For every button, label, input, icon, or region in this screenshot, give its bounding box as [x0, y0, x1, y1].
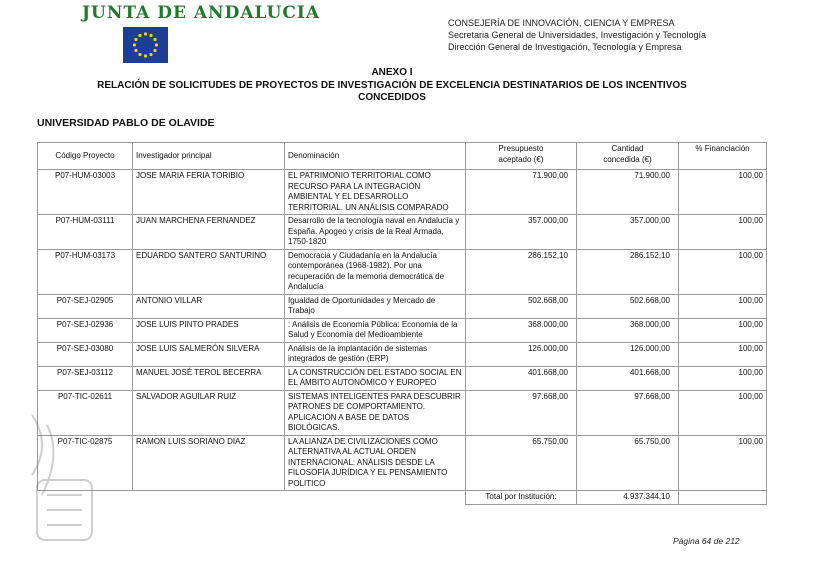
row-granted: 65.750,00 — [577, 435, 679, 491]
eu-flag-icon — [123, 27, 168, 63]
projects-table — [37, 142, 767, 505]
eu-star-icon — [138, 53, 141, 56]
row-granted: 286.152,10 — [577, 249, 679, 294]
row-name: Desarrollo de la tecnología naval en Andalucía y España. Apogeo y crisis de la Real Armada, 1750-1820 — [285, 215, 466, 250]
eu-star-icon — [155, 43, 158, 46]
table-row — [38, 318, 767, 342]
table-row — [38, 366, 767, 390]
row-name: LA CONSTRUCCIÓN DEL ESTADO SOCIAL EN EL ÁMBITO AUTONÓMICO Y EUROPEO — [285, 366, 466, 390]
table-row — [38, 294, 767, 318]
row-pct: 100,00 — [679, 342, 767, 366]
table-row — [38, 170, 767, 215]
row-budget: 97.668,00 — [466, 390, 577, 435]
row-investigator: ANTONIO VILLAR — [133, 294, 285, 318]
andalucia-shield-watermark-icon — [22, 405, 102, 555]
row-pct: 100,00 — [679, 170, 767, 215]
header-granted-line2: concedida (€) — [603, 154, 652, 164]
header-granted-line1: Cantidad — [611, 144, 644, 153]
row-budget: 357.000,00 — [466, 215, 577, 250]
title-line-1: RELACIÓN DE SOLICITUDES DE PROYECTOS DE INVESTIGACIÓN DE EXCELENCIA DESTINATARIOS DE LOS INCENTIVOS — [97, 79, 687, 91]
row-pct: 100,00 — [679, 215, 767, 250]
header-granted — [577, 143, 679, 170]
eu-star-icon — [153, 49, 156, 52]
row-code: P07-SEJ-02905 — [38, 294, 133, 318]
row-investigator: SALVADOR AGUILAR RUIZ — [133, 390, 285, 435]
row-pct: 100,00 — [679, 390, 767, 435]
row-budget: 65.750,00 — [466, 435, 577, 491]
table-row — [38, 215, 767, 250]
row-budget: 502.668,00 — [466, 294, 577, 318]
header-code: Código Proyecto — [38, 143, 133, 170]
header-line-2: Secretaria General de Universidades, Investigación y Tecnología — [448, 30, 706, 40]
table-row — [38, 249, 767, 294]
table-row — [38, 435, 767, 491]
row-name: SISTEMAS INTELIGENTES PARA DESCUBRIR PATRONES DE COMPORTAMIENTO. APLICACIÓN A BASE DE DATOS BIOLÓGICAS. — [285, 390, 466, 435]
row-code: P07-TIC-02875 — [38, 435, 133, 491]
row-pct: 100,00 — [679, 294, 767, 318]
ministry-header — [448, 17, 706, 53]
header-pct: % Financiación — [679, 143, 767, 170]
row-investigator: JOSE MARIA FERIA TORIBIO — [133, 170, 285, 215]
page-number: Página 64 de 212 — [673, 536, 740, 546]
row-investigator: JOSE LUIS SALMERÓN SILVERA — [133, 342, 285, 366]
row-code: P07-TIC-02611 — [38, 390, 133, 435]
row-name: : Análisis de Economía Pública: Economía de la Salud y Economía del Medioambiente — [285, 318, 466, 342]
junta-andalucia-logo: JUNTA DE ANDALUCIA — [82, 3, 321, 23]
row-code: P07-HUM-03003 — [38, 170, 133, 215]
eu-star-icon — [144, 54, 147, 57]
row-code: P07-SEJ-02936 — [38, 318, 133, 342]
row-investigator: EDUARDO SANTERO SANTURINO — [133, 249, 285, 294]
row-investigator: JOSE LUIS PINTO PRADES — [133, 318, 285, 342]
eu-star-icon — [149, 34, 152, 37]
row-name: EL PATRIMONIO TERRITORIAL COMO RECURSO PARA LA INTEGRACIÓN AMBIENTAL Y EL DESARROLLO TERRITORIAL. UN ANÁLISIS COMPARADO — [285, 170, 466, 215]
eu-star-icon — [133, 43, 136, 46]
row-granted: 71.900,00 — [577, 170, 679, 215]
eu-star-icon — [144, 32, 147, 35]
row-granted: 502.668,00 — [577, 294, 679, 318]
row-code: P07-SEJ-03112 — [38, 366, 133, 390]
table-row — [38, 342, 767, 366]
row-budget: 126.000,00 — [466, 342, 577, 366]
row-pct: 100,00 — [679, 318, 767, 342]
document-title — [60, 67, 724, 105]
title-line-2: CONCEDIDOS — [358, 92, 426, 103]
header-budget-line2: aceptado (€) — [498, 154, 544, 164]
row-granted: 401.668,00 — [577, 366, 679, 390]
total-row — [38, 491, 767, 505]
row-budget: 368.000,00 — [466, 318, 577, 342]
row-pct: 100,00 — [679, 249, 767, 294]
row-pct: 100,00 — [679, 366, 767, 390]
header-budget-line1: Presupuesto — [498, 144, 544, 153]
eu-star-icon — [153, 38, 156, 41]
header-name: Denominación — [285, 143, 466, 170]
eu-star-icon — [149, 53, 152, 56]
institution-name: UNIVERSIDAD PABLO DE OLAVIDE — [37, 117, 215, 129]
row-budget: 286.152,10 — [466, 249, 577, 294]
header-budget — [466, 143, 577, 170]
row-pct: 100,00 — [679, 435, 767, 491]
row-granted: 97.668,00 — [577, 390, 679, 435]
row-investigator: JUAN MARCHENA FERNANDEZ — [133, 215, 285, 250]
row-code: P07-HUM-03173 — [38, 249, 133, 294]
row-name: Igualdad de Oportunidades y Mercado de Trabajo — [285, 294, 466, 318]
table-header-row — [38, 143, 767, 170]
row-name: Análisis de la implantación de sistemas integrados de gestión (ERP) — [285, 342, 466, 366]
row-granted: 126.000,00 — [577, 342, 679, 366]
row-granted: 357.000,00 — [577, 215, 679, 250]
row-budget: 401.668,00 — [466, 366, 577, 390]
row-name: Democracia y Ciudadanía en la Andalucía contemporánea (1968-1982). Por una recuperación de la memoria democrática de Andalucía — [285, 249, 466, 294]
row-investigator: RAMON LUIS SORIANO DIAZ — [133, 435, 285, 491]
eu-star-icon — [138, 34, 141, 37]
total-label: Total por Institución: — [466, 491, 577, 505]
row-code: P07-HUM-03111 — [38, 215, 133, 250]
header-line-3: Dirección General de Investigación, Tecnología y Empresa — [448, 42, 682, 52]
annex-title: ANEXO I — [371, 67, 413, 78]
row-name: LA ALIANZA DE CIVILIZACIONES COMO ALTERNATIVA AL ACTUAL ORDEN INTERNACIONAL: ANÁLISIS DESDE LA FILOSOFÍA JURÍDICA Y EL PENSAMIENTO POLITICO — [285, 435, 466, 491]
row-granted: 368.000,00 — [577, 318, 679, 342]
table-row — [38, 390, 767, 435]
row-investigator: MANUEL JOSÉ TEROL BECERRA — [133, 366, 285, 390]
eu-star-icon — [134, 49, 137, 52]
header-line-1: CONSEJERÍA DE INNOVACIÓN, CIENCIA Y EMPRESA — [448, 18, 675, 28]
row-budget: 71.900,00 — [466, 170, 577, 215]
row-code: P07-SEJ-03080 — [38, 342, 133, 366]
eu-star-icon — [134, 38, 137, 41]
header-investigator: Investigador principal — [133, 143, 285, 170]
total-value: 4.937.344,10 — [577, 491, 679, 505]
